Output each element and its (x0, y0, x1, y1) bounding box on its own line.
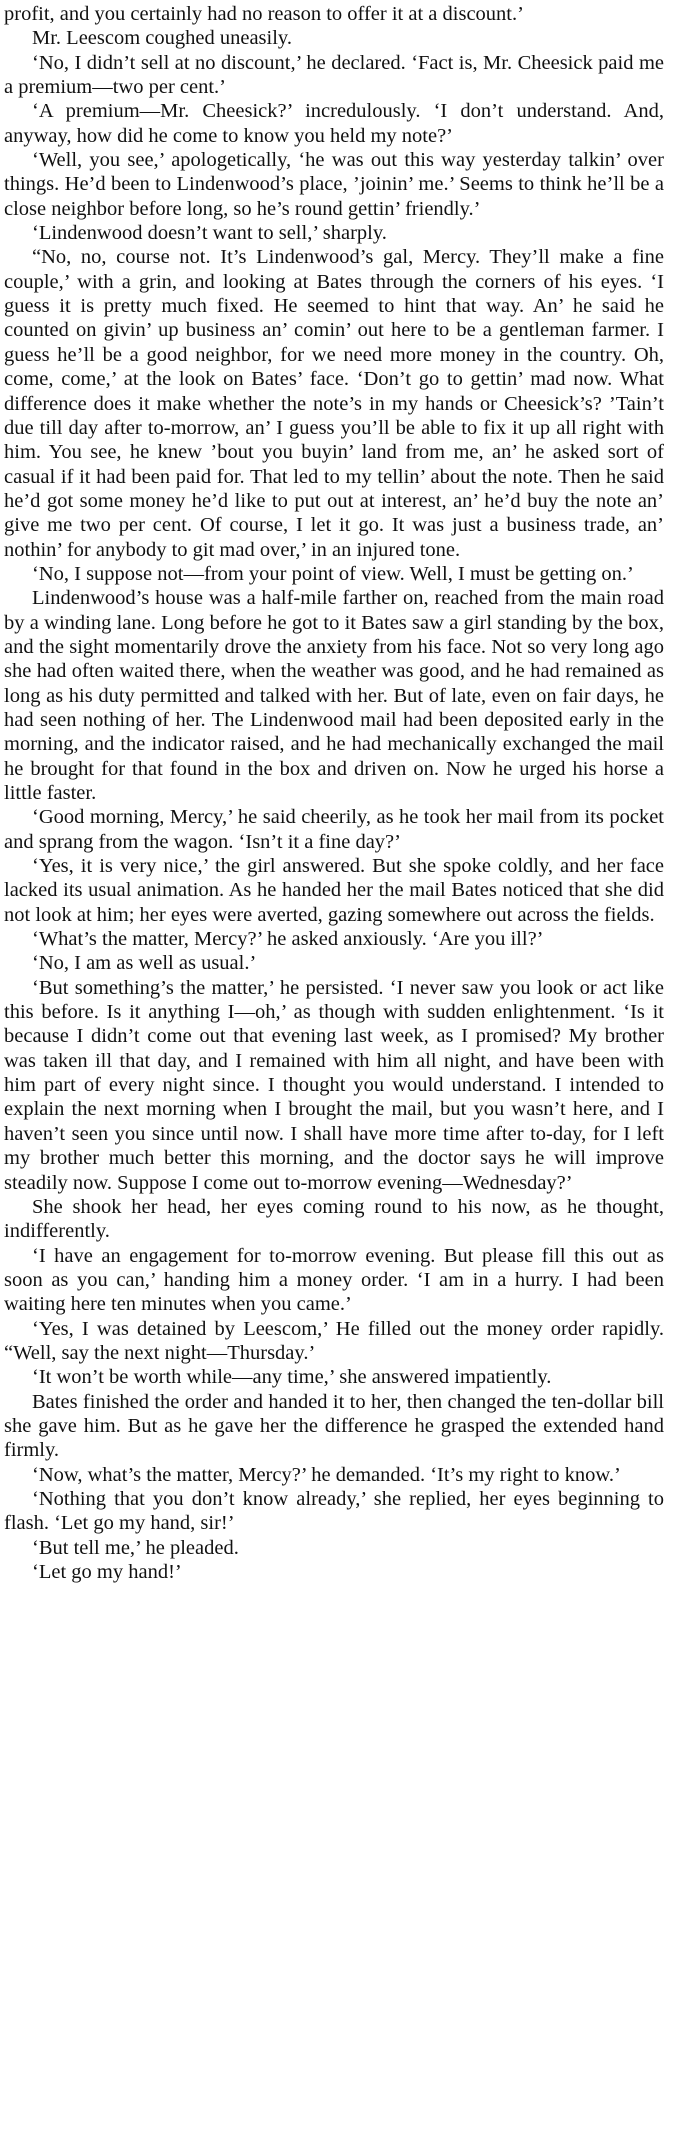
paragraph: ‘No, I suppose not—from your point of view. Well, I must be getting on.’ (32, 562, 634, 585)
paragraph: She shook her head, her eyes coming round to his now, as he thought, indifferently. (4, 1195, 664, 1243)
story-column (4, 2, 664, 2152)
paragraph: ‘Nothing that you don’t know already,’ she replied, her eyes beginning to flash. ‘Let go my hand, sir!’ (4, 1487, 664, 1535)
paragraph: ‘Yes, it is very nice,’ the girl answered. But she spoke coldly, and her face lacked its usual animation. As he handed her the mail Bates noticed that she did not look at him; her eyes were averted, gazing somewhere out across the fields. (4, 855, 664, 926)
paragraph: profit, and you certainly had no reason to offer it at a discount.’ (4, 3, 524, 25)
paragraph: Lindenwood’s house was a half-mile farther on, reached from the main road by a winding lane. Long before he got to it Bates saw a girl standing by the box, and the sight momentarily drove the anxiety from his face. Not so very long ago she had often waited there, when the weather was good, and he had remained as long as his duty permitted and talked with her. But of late, even on fair days, he had seen nothing of her. The Lindenwood mail had been deposited early in the morning, and the indicator raised, and he had mechanically exchanged the mail he brought for that found in the box and driven on. Now he urged his horse a little faster. (4, 587, 664, 804)
paragraph: ‘Yes, I was detained by Leescom,’ He filled out the money order rapidly. “Well, say the next night—Thursday.’ (4, 1317, 664, 1364)
paragraph: “No, no, course not. It’s Lindenwood’s gal, Mercy. They’ll make a fine couple,’ with a grin, and looking at Bates through the corners of his eyes. ‘I guess it is pretty much fixed. He seemed to hint that way. An’ he said he counted on givin’ up business an’ comin’ out here to be a gentleman farmer. I guess he’ll be a good neighbor, for we need more money in the country. Oh, come, come,’ at the look on Bates’ face. ‘Don’t go to gettin’ mad now. What difference does it make whether the note’s in my hands or Cheesick’s? ’Tain’t due till day after to-morrow, an’ I guess you’ll be able to fix it up all right with him. You see, he knew ’bout you buyin’ land from me, an’ he asked sort of casual if it had been paid for. That led to my tellin’ about the note. Then he said he’d got some money he’d like to put out at interest, an’ he’d buy the note an’ give me two per cent. Of course, I let it go. It was just a business trade, an’ nothin’ for anybody to git mad over,’ in an injured tone. (4, 246, 664, 561)
paragraph: ‘Now, what’s the matter, Mercy?’ he demanded. ‘It’s my right to know.’ (32, 1463, 621, 1486)
paragraph: ‘No, I didn’t sell at no discount,’ he declared. ‘Fact is, Mr. Cheesick paid me a premium—two per cent.’ (4, 51, 664, 99)
paragraph: ‘No, I am as well as usual.’ (32, 952, 257, 975)
paragraph: ‘Lindenwood doesn’t want to sell,’ sharply. (32, 222, 387, 245)
paragraph: Bates finished the order and handed it to her, then changed the ten-dollar bill she gave him. But as he gave her the difference he grasped the extended hand firmly. (4, 1390, 664, 1462)
paragraph: ‘But something’s the matter,’ he persisted. ‘I never saw you look or act like this before. Is it anything I—oh,’ as though with sudden enlightenment. ‘Is it because I didn’t come out that evening last week, as I promised? My brother was taken ill that day, and I remained with him all night, and have been with him part of every night since. I thought you would understand. I intended to explain the next morning when I brought the mail, but you wasn’t here, and I haven’t seen you since until now. I shall have more time after to-day, for I left my brother much better this morning, and the doctor says he will improve steadily now. Suppose I come out to-morrow evening—Wednesday?’ (4, 976, 664, 1194)
paragraph: ‘Good morning, Mercy,’ he said cheerily, as he took her mail from its pocket and sprang from the wagon. ‘Isn’t it a fine day?’ (4, 806, 664, 853)
paragraph: ‘It won’t be worth while—any time,’ she answered impatiently. (32, 1366, 552, 1389)
paragraph: ‘But tell me,’ he pleaded. (32, 1536, 239, 1559)
paragraph: ‘Let go my hand!’ (32, 1561, 182, 1583)
paragraph: ‘A premium—Mr. Cheesick?’ incredulously. ‘I don’t understand. And, anyway, how did he come to know you held my note?’ (4, 100, 664, 147)
paragraph: ‘What’s the matter, Mercy?’ he asked anxiously. ‘Are you ill?’ (32, 928, 544, 951)
paragraph: Mr. Leescom coughed uneasily. (32, 27, 292, 50)
paragraph: ‘Well, you see,’ apologetically, ‘he was out this way yesterday talkin’ over things. He’d been to Lindenwood’s place, ’joinin’ me.’ Seems to think he’ll be a close neighbor before long, so he’s round gettin’ friendly.’ (4, 149, 664, 220)
paragraph: ‘I have an engagement for to-morrow evening. But please fill this out as soon as you can,’ handing him a money order. ‘I am in a hurry. I had been waiting here ten minutes when you came.’ (4, 1244, 664, 1316)
